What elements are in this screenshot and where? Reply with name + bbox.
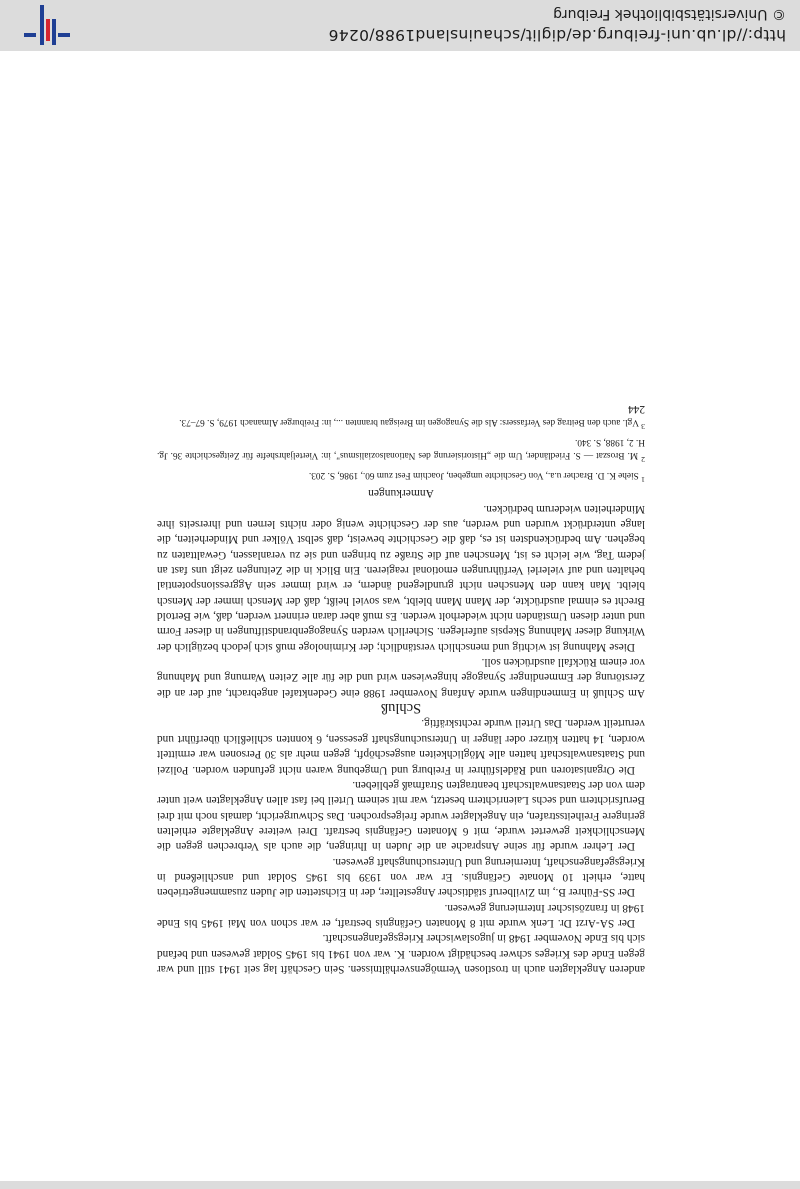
paragraph: Der Lehrer wurde für seine Ansprache an die Juden in Ihringen, die auch als Verbrechen gegen die Menschlichkeit gewertet wurde, mit 6 Monaten Gefängnis bestraft. Drei weitere Angeklagte erhielten geringere Freiheitsstrafen, ein Angeklagter wurde freigesprochen. Das Schwurgericht, damals noch mit drei Berufsrichtern und sechs Laienrichtern besetzt, war mit seinem Urteil bei fast allen Angeklagten weit unter dem von der Staatsanwaltschaft beantragten Strafmaß geblieben.	[157, 778, 645, 853]
footer-bar	[0, 0, 800, 51]
footnote-text: Vgl. auch den Beitrag des Verfassers: Als die Synagogen im Breisgau brannten ..., in: Freiburger Almanach 1979, S. 67–73.	[179, 417, 639, 428]
footnote	[157, 469, 645, 485]
paragraph: Der SA-Arzt Dr. Lenk wurde mit 8 Monaten Gefängnis bestraft, er war schon von Mai 1945 bis Ende 1948 in französischer Internierung gewesen.	[157, 901, 645, 929]
paragraph: Am Schluß in Emmendingen wurde Anfang November 1988 eine Gedenktafel angebracht, auf der an die Zerstörung der Emmendinger Synagoge hingewiesen wird und die für alle Zeiten Warnung und Mahnung vor einem Rückfall ausdrücken soll.	[157, 656, 645, 699]
scanned-page	[0, 51, 800, 1181]
footnote-text: Siehe K. D. Bracher u.a., Von Geschichte umgeben, Joachim Fest zum 60., 1986, S. 203.	[308, 469, 639, 480]
paragraph: anderen Angeklagten auch in trostlosen Vermögensverhältnissen. Sein Geschäft lag seit 1941 still und war gegen Ende des Krieges schwer beschädigt worden. K. war von 1941 bis 1945 Soldat gewesen und befand sich bis Ende November 1948 in jugoslawischer Kriegsgefangenschaft.	[157, 932, 645, 975]
footnote-text: M. Broszat — S. Friedländer, Um die „Historisierung des Nationalsozialismus", in: Vierteljahrshefte für Zeitgeschichte 36. Jg. H. 2, 1988, S. 340.	[157, 437, 645, 460]
footnote-mark: 1	[641, 475, 645, 484]
page-text	[157, 401, 645, 976]
page-number: 244	[628, 402, 645, 415]
paragraph: Die Organisatoren und Rädelsführer in Freiburg und Umgebung waren nicht gefunden worden. Polizei und Staatsanwaltschaft hatten alle Möglichkeiten ausgeschöpft, gegen mehr als 30 Personen war ermittelt worden, 14 hatten kürzer oder länger in Untersuchungshaft gesessen, 6 konnten schließlich überführt und verurteilt werden. Das Urteil wurde rechtskräftig.	[157, 717, 645, 776]
top-strip	[0, 1181, 800, 1189]
footnote-mark: 3	[641, 422, 645, 432]
paragraph: Diese Mahnung ist wichtig und menschlich verständlich; der Kriminologe muß sich jedoch bezüglich der Wirkung dieser Mahnung Skepsis auferlegen. Sicherlich werden Synagogenbrandstiftungen in dieser Form und unter diesen Umständen nicht wiederholt werden. Es muß aber daran erinnert werden, daß, wie Bertold Brecht es einmal ausdrückte, der Mann Mann bleibt, was soviel heißt, daß der Mensch immer der Mensch bleibt. Man kann den Menschen nicht grundlegend ändern, er wird immer sein Aggressionspotential behalten und auf vielerlei Verführungen emotional reagieren. Ein Blick in die Zeitungen zeigt uns fast an jedem Tag, wie leicht es ist, Menschen auf die Straße zu bringen und sie zu veranlassen, Gewalttaten zu begehen. Am bedrückendsten ist es, daß die Geschichte beweist, daß selbst Völker und Minderheiten, die lange unterdrückt wurden und werden, aus der Geschichte wenig oder nichts lernen und ihrerseits ihre Minderheiten wiederum bedrücken.	[157, 502, 645, 653]
footnote	[157, 436, 645, 465]
paragraph: Der SS-Führer B., im Zivilberuf städtischer Angestellter, der in Eichstetten die Juden zusammengetrieben hatte, erhielt 10 Monate Gefängnis. Er war von 1939 bis 1945 Soldat und anschließend in Kriegsgefangenschaft, Internierung und Untersuchungshaft gewesen.	[157, 855, 645, 899]
copyright-notice: © Universitätsbibliothek Freiburg	[553, 6, 786, 22]
permalink-url[interactable]: http://dl.ub.uni-freiburg.de/diglit/schauinsland1988/0246	[328, 26, 786, 44]
footnote-mark: 2	[641, 454, 645, 464]
footnote	[157, 416, 645, 432]
notes-heading: Anmerkungen	[368, 487, 434, 500]
ub-freiburg-logo-icon	[22, 5, 70, 45]
section-heading: Schluß	[380, 700, 422, 717]
